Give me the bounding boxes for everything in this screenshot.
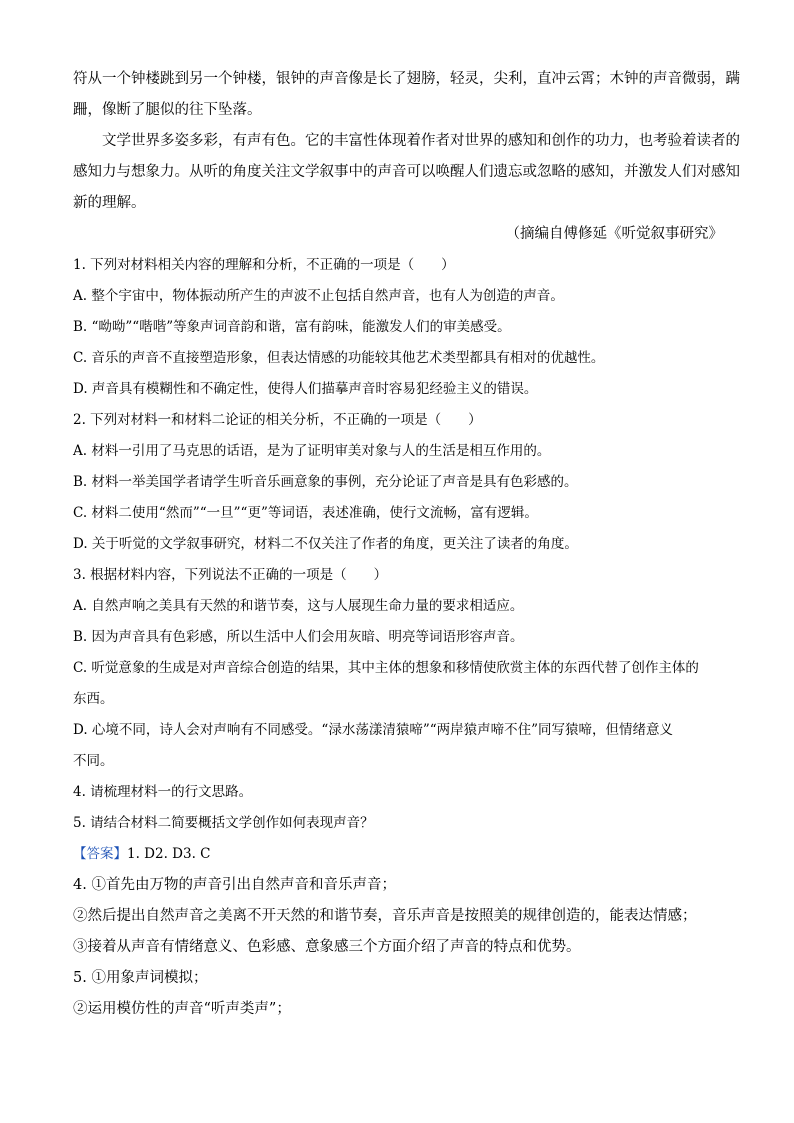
question-3 xyxy=(73,560,723,777)
option-c: C. 听觉意象的生成是对声音综合创造的结果，其中主体的想象和移情使欣赏主体的东西代替了创作主体的 xyxy=(73,660,699,676)
question-stem: 3. 根据材料内容，下列说法不正确的一项是（ ） xyxy=(73,567,388,583)
answer-line xyxy=(73,839,723,870)
question-5: 5. 请结合材料二简要概括文学创作如何表现声音？ xyxy=(73,815,374,831)
source-citation: （摘编自傅修延《听觉叙事研究》 xyxy=(505,226,723,242)
option-d: D. 声音具有模糊性和不确定性，使得人们描摹声音时容易犯经验主义的错误。 xyxy=(73,381,538,397)
question-stem: 2. 下列对材料一和材料二论证的相关分析，不正确的一项是（ ） xyxy=(73,412,482,428)
question-2 xyxy=(73,405,723,560)
text-line: 文学世界多姿多彩，有声有色。它的丰富性体现着作者对世界的感知和创作的功力，也考验着读者的 xyxy=(102,133,740,149)
passage-paragraph-2 xyxy=(73,126,740,219)
text-line: 感知力与想象力。从听的角度关注文学叙事中的声音可以唤醒人们遗忘或忽略的感知，并激发人们对感知 xyxy=(73,164,740,180)
option-b: B. “呦呦”“喈喈”等象声词音韵和谐，富有韵味，能激发人们的审美感受。 xyxy=(73,319,511,335)
option-a: A. 整个宇宙中，物体振动所产生的声波不止包括自然声音，也有人为创造的声音。 xyxy=(73,288,564,304)
passage-paragraph-1 xyxy=(73,64,740,126)
text-line: 跚，像断了腿似的往下坠落。 xyxy=(73,102,262,118)
question-4: 4. 请梳理材料一的行文思路。 xyxy=(73,784,253,800)
option-c: C. 音乐的声音不直接塑造形象，但表达情感的功能较其他艺术类型都具有相对的优越性。 xyxy=(73,350,605,366)
option-b: B. 因为声音具有色彩感，所以生活中人们会用灰暗、明亮等词语形容声音。 xyxy=(73,629,524,645)
option-d: D. 关于听觉的文学叙事研究，材料二不仅关注了作者的角度，更关注了读者的角度。 xyxy=(73,536,578,552)
option-c: C. 材料二使用“然而”“一旦”“更”等词语，表述准确，使行文流畅，富有逻辑。 xyxy=(73,505,538,521)
option-b: B. 材料一举美国学者请学生听音乐画意象的事例，充分论证了声音是具有色彩感的。 xyxy=(73,474,578,490)
option-a: A. 自然声响之美具有天然的和谐节奏，这与人展现生命力量的要求相适应。 xyxy=(73,598,524,614)
answer-q5-line: 5. ①用象声词模拟； xyxy=(73,970,208,986)
option-d-continued: 不同。 xyxy=(73,753,114,769)
question-stem: 1. 下列对材料相关内容的理解和分析，不正确的一项是（ ） xyxy=(73,257,455,273)
answer-q4-line: ③接着从声音有情绪意义、色彩感、意象感三个方面介绍了声音的特点和优势。 xyxy=(73,939,581,955)
option-a: A. 材料一引用了马克思的话语，是为了证明审美对象与人的生活是相互作用的。 xyxy=(73,443,551,459)
answer-q4-line: ②然后提出自然声音之美离不开天然的和谐节奏，音乐声音是按照美的规律创造的，能表达情感； xyxy=(73,908,697,924)
text-line: 新的理解。 xyxy=(73,195,146,211)
question-1 xyxy=(73,250,723,405)
option-d: D. 心境不同，诗人会对声响有不同感受。“渌水荡漾清猿啼”“两岸猿声啼不住”同写猿啼，但情绪意义 xyxy=(73,722,674,738)
answer-section xyxy=(73,839,723,1025)
answer-q5-line: ②运用模仿性的声音“听声类声”； xyxy=(73,1001,291,1017)
option-c-continued: 东西。 xyxy=(73,691,114,707)
text-line: 符从一个钟楼跳到另一个钟楼，银钟的声音像是长了翅膀，轻灵，尖利，直冲云霄；木钟的声音微弱，蹒 xyxy=(73,71,740,87)
document-page xyxy=(73,64,740,1025)
answer-tag: 【答案】 xyxy=(73,846,127,862)
answer-mc: 1. D2. D3. C xyxy=(127,846,211,862)
answer-q4-line: 4. ①首先由万物的声音引出自然声音和音乐声音； xyxy=(73,877,396,893)
